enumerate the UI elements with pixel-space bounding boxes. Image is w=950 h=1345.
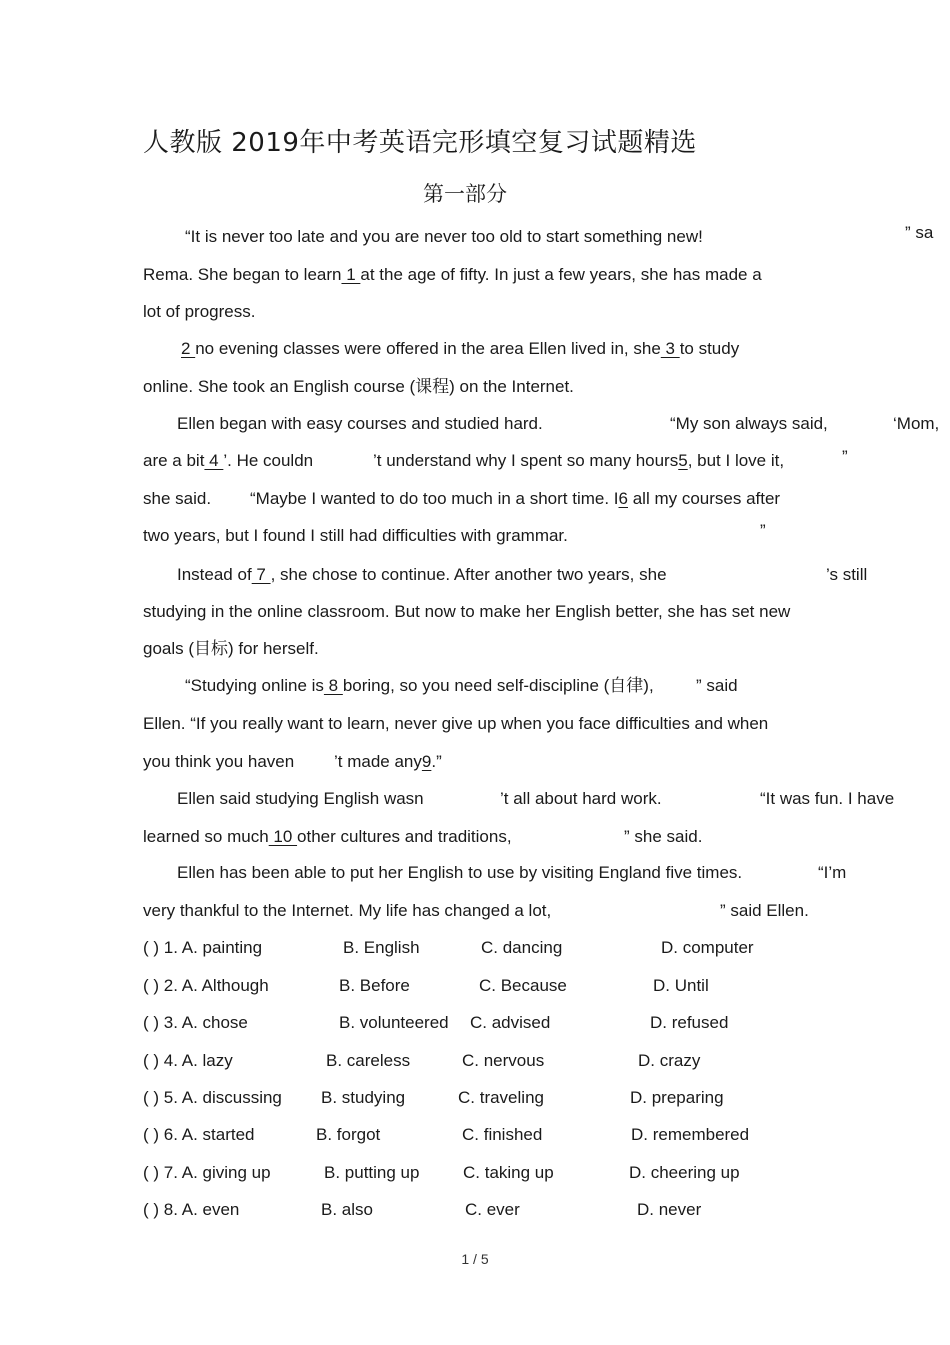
passage-line (185, 675, 654, 697)
passage-text: are a bit (143, 451, 205, 470)
passage-fragment: Ellen said studying English wasn (177, 789, 424, 808)
passage-line: two years, but I found I still had difficulties with grammar. (143, 526, 568, 545)
question-3-option-d: D. refused (650, 1013, 729, 1032)
blank-5: 5 (678, 451, 688, 470)
question-1-option-c: C. dancing (481, 938, 563, 957)
passage-text: boring, so you need self-discipline (自律), (342, 676, 654, 695)
page-number: 1 / 5 (461, 1251, 489, 1267)
question-7-option-d: D. cheering up (629, 1163, 740, 1182)
passage-line (250, 488, 780, 510)
question-4-option-b: B. careless (326, 1051, 411, 1070)
passage-line: “It is never too late and you are never too old to start something new! (185, 227, 703, 246)
question-5-option-c: C. traveling (458, 1088, 544, 1107)
passage-line: lot of progress. (143, 302, 256, 321)
question-7-stem: ( ) 7. A. giving up (143, 1163, 271, 1182)
passage-fragment: ’t all about hard work. (500, 789, 662, 808)
passage-text: to study (679, 339, 740, 358)
question-1-stem: ( ) 1. A. painting (143, 938, 263, 957)
passage-text: ’t made any (334, 752, 422, 771)
passage-fragment: you think you haven (143, 752, 295, 771)
document-title: 人教版 2019年中考英语完形填空复习试题精选 (143, 128, 697, 158)
passage-line (373, 450, 784, 472)
section-heading: 第一部分 (423, 182, 507, 206)
question-8-option-c: C. ever (465, 1200, 520, 1219)
passage-text: other cultures and traditions, (297, 827, 512, 846)
question-6-option-c: C. finished (462, 1125, 543, 1144)
passage-line (181, 338, 739, 360)
passage-fragment: “I’m (818, 863, 847, 882)
blank-10: 10 (268, 827, 298, 846)
question-3-option-c: C. advised (470, 1013, 551, 1032)
passage-fragment: ” (842, 447, 848, 466)
passage-text: all my courses after (627, 489, 781, 508)
passage-text: Instead of (177, 565, 252, 584)
passage-line: Ellen. “If you really want to learn, never give up when you face difficulties and when (143, 714, 769, 733)
passage-line (143, 450, 313, 472)
blank-7: 7 (251, 565, 271, 584)
passage-fragment: “It was fun. I have (760, 789, 895, 808)
question-4-stem: ( ) 4. A. lazy (143, 1051, 233, 1070)
passage-line (143, 826, 512, 848)
question-2-stem: ( ) 2. A. Although (143, 976, 269, 995)
passage-fragment: ” (760, 521, 766, 540)
question-6-stem: ( ) 6. A. started (143, 1125, 255, 1144)
question-1-option-d: D. computer (661, 938, 754, 957)
passage-fragment: ” said (696, 676, 738, 695)
question-6-option-d: D. remembered (631, 1125, 750, 1144)
blank-8: 8 (323, 676, 343, 695)
blank-6: 6 (618, 489, 628, 508)
passage-text: “Maybe I wanted to do too much in a short time. I (250, 489, 619, 508)
question-7-option-b: B. putting up (324, 1163, 420, 1182)
passage-text: at the age of fifty. In just a few years, she has made a (360, 265, 762, 284)
question-1-option-b: B. English (343, 938, 420, 957)
question-3-stem: ( ) 3. A. chose (143, 1013, 248, 1032)
passage-fragment: she said. (143, 489, 212, 508)
passage-line (334, 751, 442, 773)
passage-fragment: ” said Ellen. (720, 901, 809, 920)
question-5-stem: ( ) 5. A. discussing (143, 1088, 282, 1107)
passage-line (177, 564, 667, 586)
question-7-option-c: C. taking up (463, 1163, 554, 1182)
question-5-option-d: D. preparing (630, 1088, 724, 1107)
passage-text: , she chose to continue. After another two years, she (270, 565, 667, 584)
passage-fragment: ‘Mom, (893, 414, 940, 433)
passage-text: , but I love it, (687, 451, 785, 470)
question-3-option-b: B. volunteered (339, 1013, 449, 1032)
blank-2: 2 (181, 339, 196, 358)
question-2-option-b: B. Before (339, 976, 410, 995)
question-2-option-d: D. Until (653, 976, 709, 995)
passage-fragment: “My son always said, (670, 414, 828, 433)
blank-9: 9 (421, 752, 432, 771)
passage-text: no evening classes were offered in the area Ellen lived in, she (195, 339, 661, 358)
passage-text: ’. He couldn (223, 451, 314, 470)
passage-fragment: ’s still (826, 565, 868, 584)
passage-text: Rema. She began to learn (143, 265, 342, 284)
question-2-option-c: C. Because (479, 976, 567, 995)
passage-line (143, 264, 762, 286)
passage-fragment: ” sa (905, 223, 934, 242)
passage-text: ’t understand why I spent so many hours (373, 451, 679, 470)
passage-fragment: ” she said. (624, 827, 703, 846)
question-6-option-b: B. forgot (316, 1125, 381, 1144)
question-8-option-b: B. also (321, 1200, 373, 1219)
passage-line: Ellen began with easy courses and studied hard. (177, 414, 543, 433)
question-8-option-d: D. never (637, 1200, 702, 1219)
passage-line: Ellen has been able to put her English to use by visiting England five times. (177, 863, 743, 882)
blank-3: 3 (660, 339, 680, 358)
passage-line: studying in the online classroom. But now to make her English better, she has set new (143, 602, 791, 621)
blank-4: 4 (204, 451, 224, 470)
passage-text: .” (431, 752, 442, 771)
passage-line: goals (目标) for herself. (143, 639, 319, 658)
blank-1: 1 (341, 265, 361, 284)
passage-line: very thankful to the Internet. My life has changed a lot, (143, 901, 552, 920)
question-4-option-c: C. nervous (462, 1051, 545, 1070)
question-8-stem: ( ) 8. A. even (143, 1200, 240, 1219)
passage-text: learned so much (143, 827, 269, 846)
passage-text: “Studying online is (185, 676, 324, 695)
question-5-option-b: B. studying (321, 1088, 406, 1107)
passage-line: online. She took an English course (课程) on the Internet. (143, 377, 574, 396)
question-4-option-d: D. crazy (638, 1051, 701, 1070)
